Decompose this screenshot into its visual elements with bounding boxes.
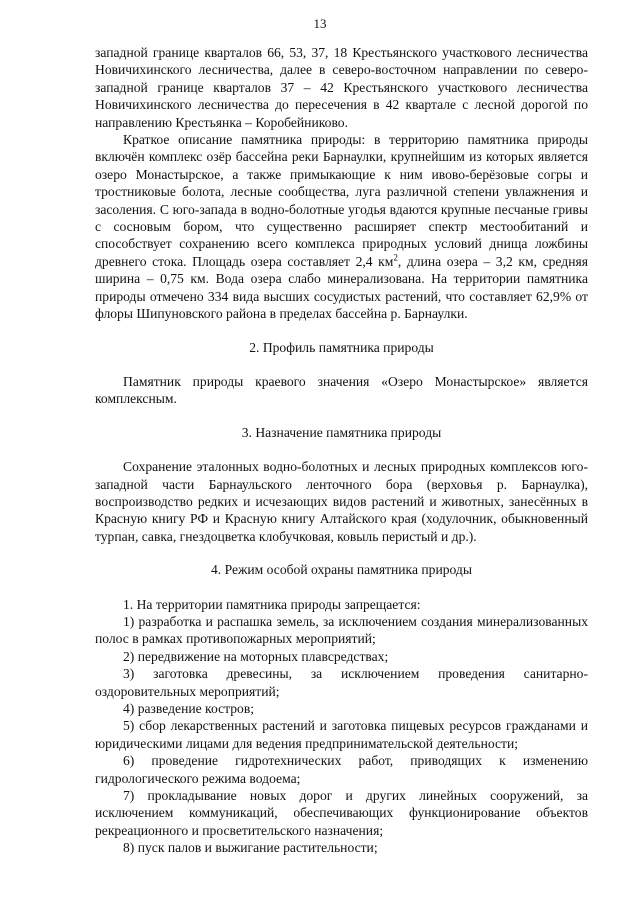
page-number: 13 (313, 16, 327, 31)
description-text-part1: Краткое описание памятника природы: в территорию памятника природы включён комплекс озёр бассейна реки Барнаулки, крупнейшим из которых является озеро Монастырское, а также примыкающие к ним ивово-берёзовые согры и тростниковые болота, лесные сообщества, луга различной степени увлажнения и засоления. С юго-запада в водно-болотные угодья вдаются крупные песчаные гривы с сосновым бором, что существенно расширяет спектр местообитаний и способствует сохранению всего комплекса природных условий днища ложбины древнего стока. Площадь озера составляет 2,4 км (95, 132, 588, 269)
prohibition-item-3: 3) заготовка древесины, за исключением проведения санитарно-оздоровительных мероприятий; (95, 666, 588, 699)
section3-heading: 3. Назначение памятника природы (241, 424, 442, 440)
prohibition-item-2: 2) передвижение на моторных плавсредствах; (123, 648, 389, 664)
prohibition-item-6: 6) проведение гидротехнических работ, приводящих к изменению гидрологического режима водоема; (95, 753, 588, 786)
section2-heading: 2. Профиль памятника природы (249, 339, 434, 355)
section4-intro: 1. На территории памятника природы запрещается: (123, 596, 421, 612)
section2-text: Памятник природы краевого значения «Озеро Монастырское» является комплексным. (95, 373, 588, 407)
section3-text: Сохранение эталонных водно-болотных и лесных природных комплексов юго-западной части Барнаульского ленточного бора (верховья р. Барнаулка), воспроизводство редких и исчезающих видов растений и животных, занесённых в Красную книгу РФ и Красную книгу Алтайского края (ходулочник, обыкновенный турпан, савка, гнездоцветка клобучковая, ковыль перистый и др.). (95, 459, 588, 544)
area-unit-superscript: 2 (393, 252, 398, 263)
prohibition-item-1: 1) разработка и распашка земель, за исключением создания минерализованных полос в рамках противопожарных мероприятий; (95, 613, 588, 647)
intro-paragraph: западной границе кварталов 66, 53, 37, 18 Крестьянского участкового лесничества Новичихинского лесничества, далее в северо-восточном направлении по северо-западной границе кварталов 37 – 42 Крестьянского участкового лесничества Новичихинского лесничества до пересечения в 42 квартале с лесной дорогой по направлению Крестьянка – Коробейниково. (95, 45, 588, 130)
section4-heading: 4. Режим особой охраны памятника природы (210, 562, 472, 578)
prohibition-item-4: 4) разведение костров; (123, 701, 255, 716)
prohibition-item-7: 7) прокладывание новых дорог и других линейных сооружений, за исключением коммуникаций, обеспечивающих функционирование объектов рекреационного и просветительского назначения; (95, 788, 588, 838)
description-text-part2: , длина озера – 3,2 км, средняя ширина – 0,75 км. Вода озера слабо минерализована. На территории памятника природы отмечено 334 вида высших сосудистых растений, что составляет 62,9% от флоры Шипуновского района в пределах бассейна р. Барнаулки. (95, 253, 588, 322)
prohibition-item-5: 5) сбор лекарственных растений и заготовка пищевых ресурсов гражданами и юридическими лицами для ведения предпринимательской деятельности; (95, 718, 588, 751)
prohibition-item-8: 8) пуск палов и выжигание растительности; (123, 840, 378, 856)
description-paragraph (95, 131, 588, 322)
document-body (95, 44, 588, 857)
